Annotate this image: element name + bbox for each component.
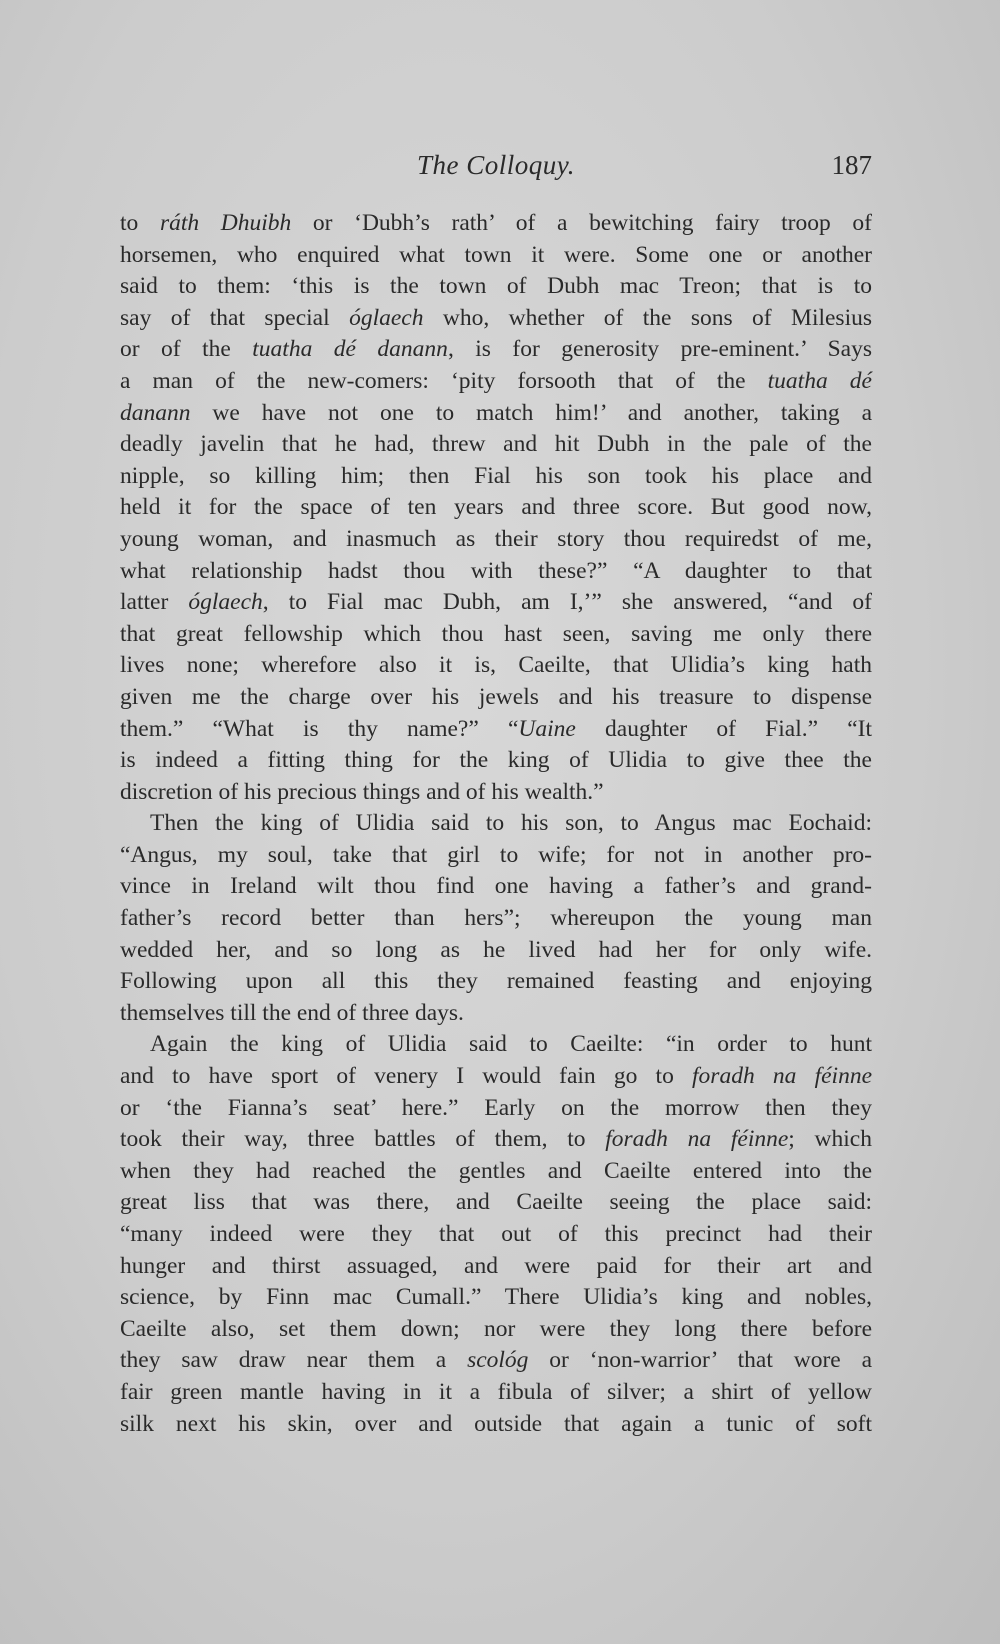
text-line: themselves till the end of three days. [120, 999, 464, 1026]
page-header [120, 150, 872, 190]
text-line: that great fellowship which thou hast seen, saving me only there [120, 620, 872, 647]
italic-term: danann [120, 399, 191, 426]
text-line: latter óglaech, to Fial mac Dubh, am I,’” she answered, “and of [120, 589, 872, 616]
text-line: Again the king of Ulidia said to Caeilte: “in order to hunt [150, 1031, 872, 1058]
body-text [120, 208, 872, 1440]
italic-term: foradh na féinne [692, 1063, 872, 1090]
text-line: a man of the new-comers: ‘pity forsooth that of the tuatha dé [120, 367, 872, 394]
page-number: 187 [831, 150, 872, 180]
text-line: “many indeed were they that out of this precinct had their [120, 1221, 872, 1247]
text-line: hunger and thirst assuaged, and were paid for their art and [120, 1252, 872, 1279]
italic-term: foradh na féinne [605, 1126, 789, 1153]
text-line: discretion of his precious things and of his wealth.” [120, 778, 604, 805]
text-line: great liss that was there, and Caeilte seeing the place said: [120, 1189, 872, 1216]
italic-term: tuatha dé [767, 367, 872, 394]
text-line: fair green mantle having in it a fibula of silver; a shirt of yellow [120, 1378, 872, 1405]
italic-term: scológ [467, 1347, 529, 1374]
text-line: wedded her, and so long as he lived had her for only wife. [120, 936, 872, 963]
text-line: Caeilte also, set them down; nor were they long there before [120, 1315, 872, 1342]
text-line: Following upon all this they remained feasting and enjoying [120, 968, 872, 995]
text-line: and to have sport of venery I would fain go to foradh na féinne [120, 1063, 872, 1090]
text-line: young woman, and inasmuch as their story thou requiredst of me, [120, 525, 872, 552]
text-line: to ráth Dhuibh or ‘Dubh’s rath’ of a bewitching fairy troop of [120, 210, 872, 236]
text-line: Then the king of Ulidia said to his son, to Angus mac Eochaid: [150, 810, 872, 837]
text-line: vince in Ireland wilt thou find one having a father’s and grand- [120, 873, 872, 900]
italic-term: tuatha dé danann [252, 336, 448, 363]
italic-term: óglaech [188, 589, 263, 616]
text-line: given me the charge over his jewels and his treasure to dispense [120, 683, 872, 710]
text-line: took their way, three battles of them, to foradh na féinne; which [120, 1126, 872, 1153]
running-title: The Colloquy. [416, 150, 575, 180]
text-line: “Angus, my soul, take that girl to wife; for not in another pro- [120, 841, 872, 868]
text-line: or ‘the Fianna’s seat’ here.” Early on the morrow then they [120, 1094, 872, 1121]
text-line: what relationship hadst thou with these?” “A daughter to that [120, 557, 872, 584]
italic-term: Uaine [518, 715, 576, 742]
text-line: them.” “What is thy name?” “Uaine daughter of Fial.” “It [120, 715, 872, 742]
text-line: horsemen, who enquired what town it were. Some one or another [120, 241, 872, 268]
text-line: said to them: ‘this is the town of Dubh mac Treon; that is to [120, 273, 872, 300]
italic-term: ráth Dhuibh [159, 210, 292, 236]
text-line: they saw draw near them a scológ or ‘non-warrior’ that wore a [120, 1347, 873, 1374]
text-line: nipple, so killing him; then Fial his son took his place and [120, 462, 872, 489]
text-line: science, by Finn mac Cumall.” There Ulidia’s king and nobles, [120, 1284, 872, 1311]
text-line: or of the tuatha dé danann, is for generosity pre-eminent.’ Says [120, 336, 872, 363]
text-line: is indeed a fitting thing for the king of Ulidia to give thee the [120, 747, 872, 774]
text-line: danann we have not one to match him!’ and another, taking a [120, 399, 872, 426]
text-line: deadly javelin that he had, threw and hit Dubh in the pale of the [120, 431, 872, 458]
text-line: when they had reached the gentles and Caeilte entered into the [120, 1157, 872, 1184]
text-line: held it for the space of ten years and three score. But good now, [120, 494, 872, 521]
text-line: silk next his skin, over and outside that again a tunic of soft [120, 1410, 872, 1437]
text-line: say of that special óglaech who, whether of the sons of Milesius [120, 304, 873, 331]
text-line: father’s record better than hers”; whereupon the young man [120, 905, 872, 932]
italic-term: óglaech [349, 304, 424, 331]
text-line: lives none; wherefore also it is, Caeilte, that Ulidia’s king hath [120, 652, 872, 679]
